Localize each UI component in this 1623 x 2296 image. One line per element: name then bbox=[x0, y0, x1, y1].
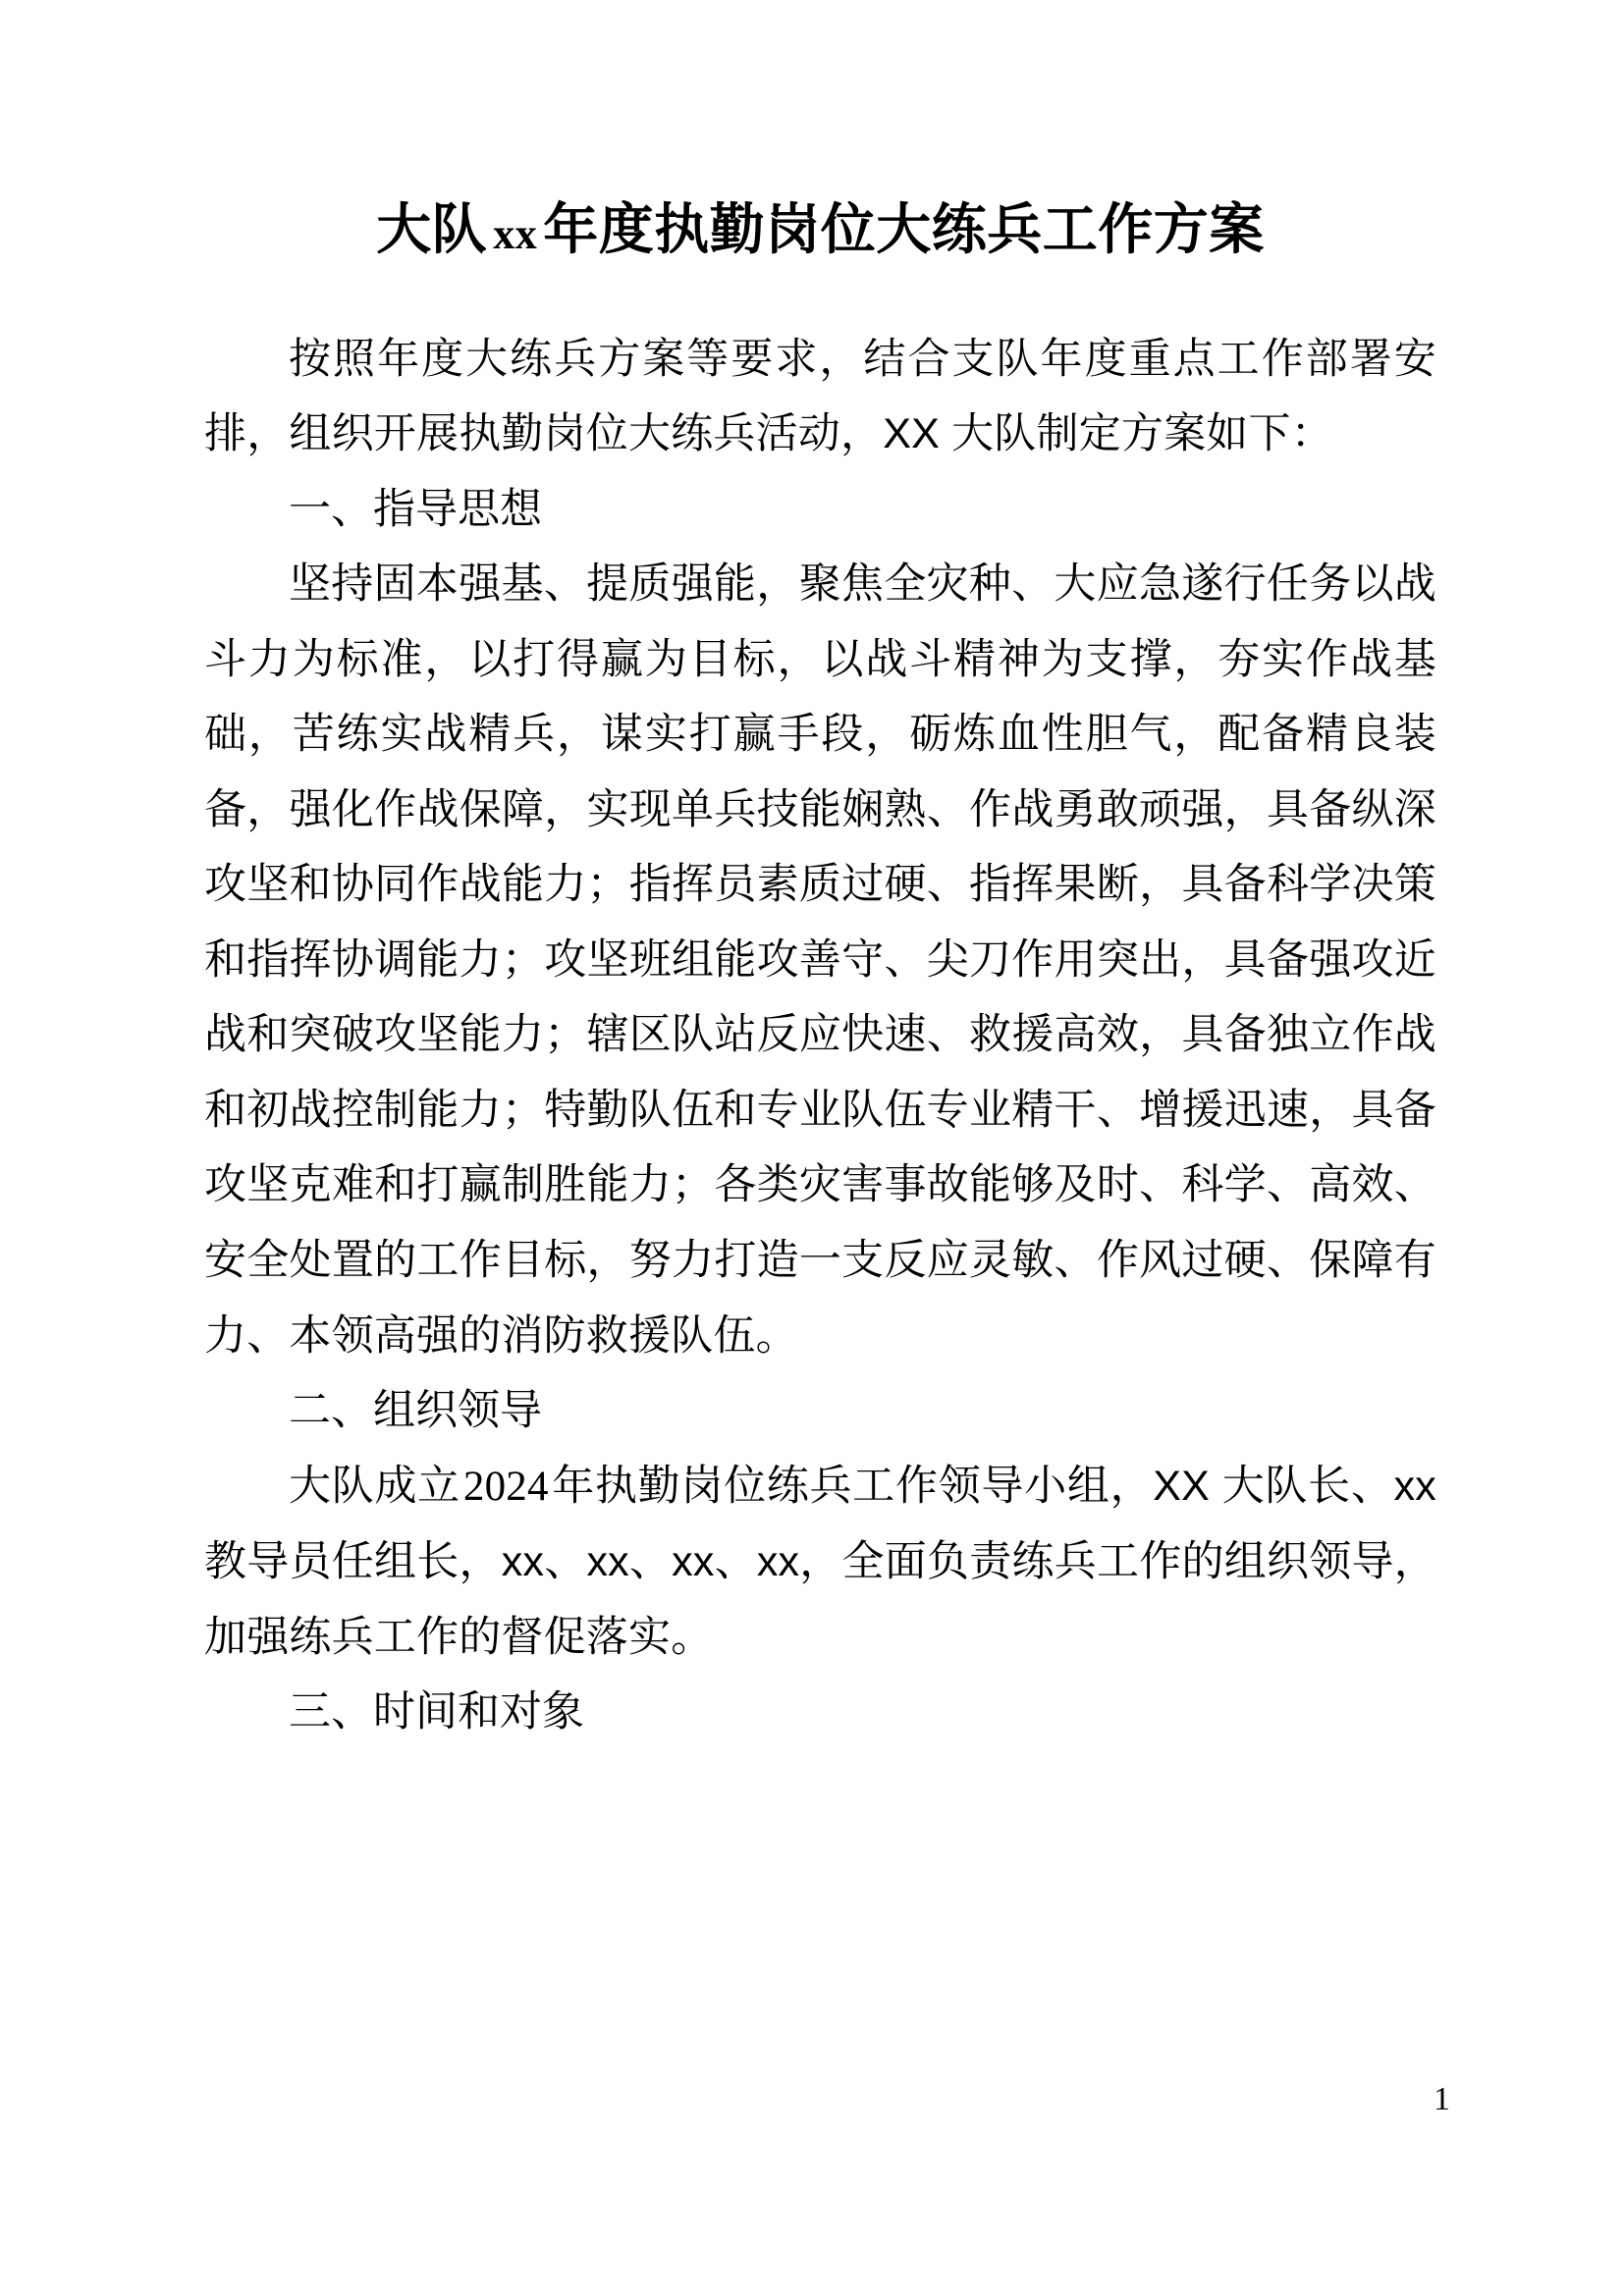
page-number: 1 bbox=[1434, 2081, 1450, 2117]
section-two-year: 2024 bbox=[462, 1463, 549, 1510]
document-content bbox=[204, 192, 1436, 1750]
section-two-paragraph bbox=[204, 1449, 1436, 1676]
title-suffix: 年度执勤岗位大练兵工作方案 bbox=[543, 198, 1265, 260]
title-prefix: 大队 bbox=[376, 198, 488, 260]
section-one-heading: 一、指导思想 bbox=[289, 485, 542, 533]
section-two-text-part2: 年执勤岗位练兵工作领导小组，XX 大队长、xx 教导员任组长，xx、xx、xx、xx，全面负责练兵工作的组织领导，加强练兵工作的督促落实。 bbox=[204, 1462, 1436, 1661]
section-three-heading: 三、时间和对象 bbox=[289, 1688, 584, 1736]
section-two-text-part1: 大队成立 bbox=[289, 1462, 460, 1510]
section-two-heading: 二、组织领导 bbox=[289, 1387, 542, 1435]
title-year-placeholder: xx bbox=[493, 210, 538, 258]
section-one-paragraph: 坚持固本强基、提质强能，聚焦全灾种、大应急遂行任务以战斗力为标准，以打得赢为目标，以战斗精神为支撑，夯实作战基础，苦练实战精兵，谋实打赢手段，砺炼血性胆气，配备精良装备，强化作战保障，实现单兵技能娴熟、作战勇敢顽强，具备纵深攻坚和协同作战能力；指挥员素质过硬、指挥果断，具备科学决策和指挥协调能力；攻坚班组能攻善守、尖刀作用突出，具备强攻近战和突破攻坚能力；辖区队站反应快速、救援高效，具备独立作战和初战控制能力；特勤队伍和专业队伍专业精干、增援迅速，具备攻坚克难和打赢制胜能力；各类灾害事故能够及时、科学、高效、安全处置的工作目标，努力打造一支反应灵敏、作风过硬、保障有力、本领高强的消防救援队伍。 bbox=[204, 561, 1436, 1360]
page-title bbox=[204, 192, 1436, 267]
intro-paragraph: 按照年度大练兵方案等要求，结合支队年度重点工作部署安排，组织开展执勤岗位大练兵活动，XX 大队制定方案如下： bbox=[204, 335, 1436, 458]
